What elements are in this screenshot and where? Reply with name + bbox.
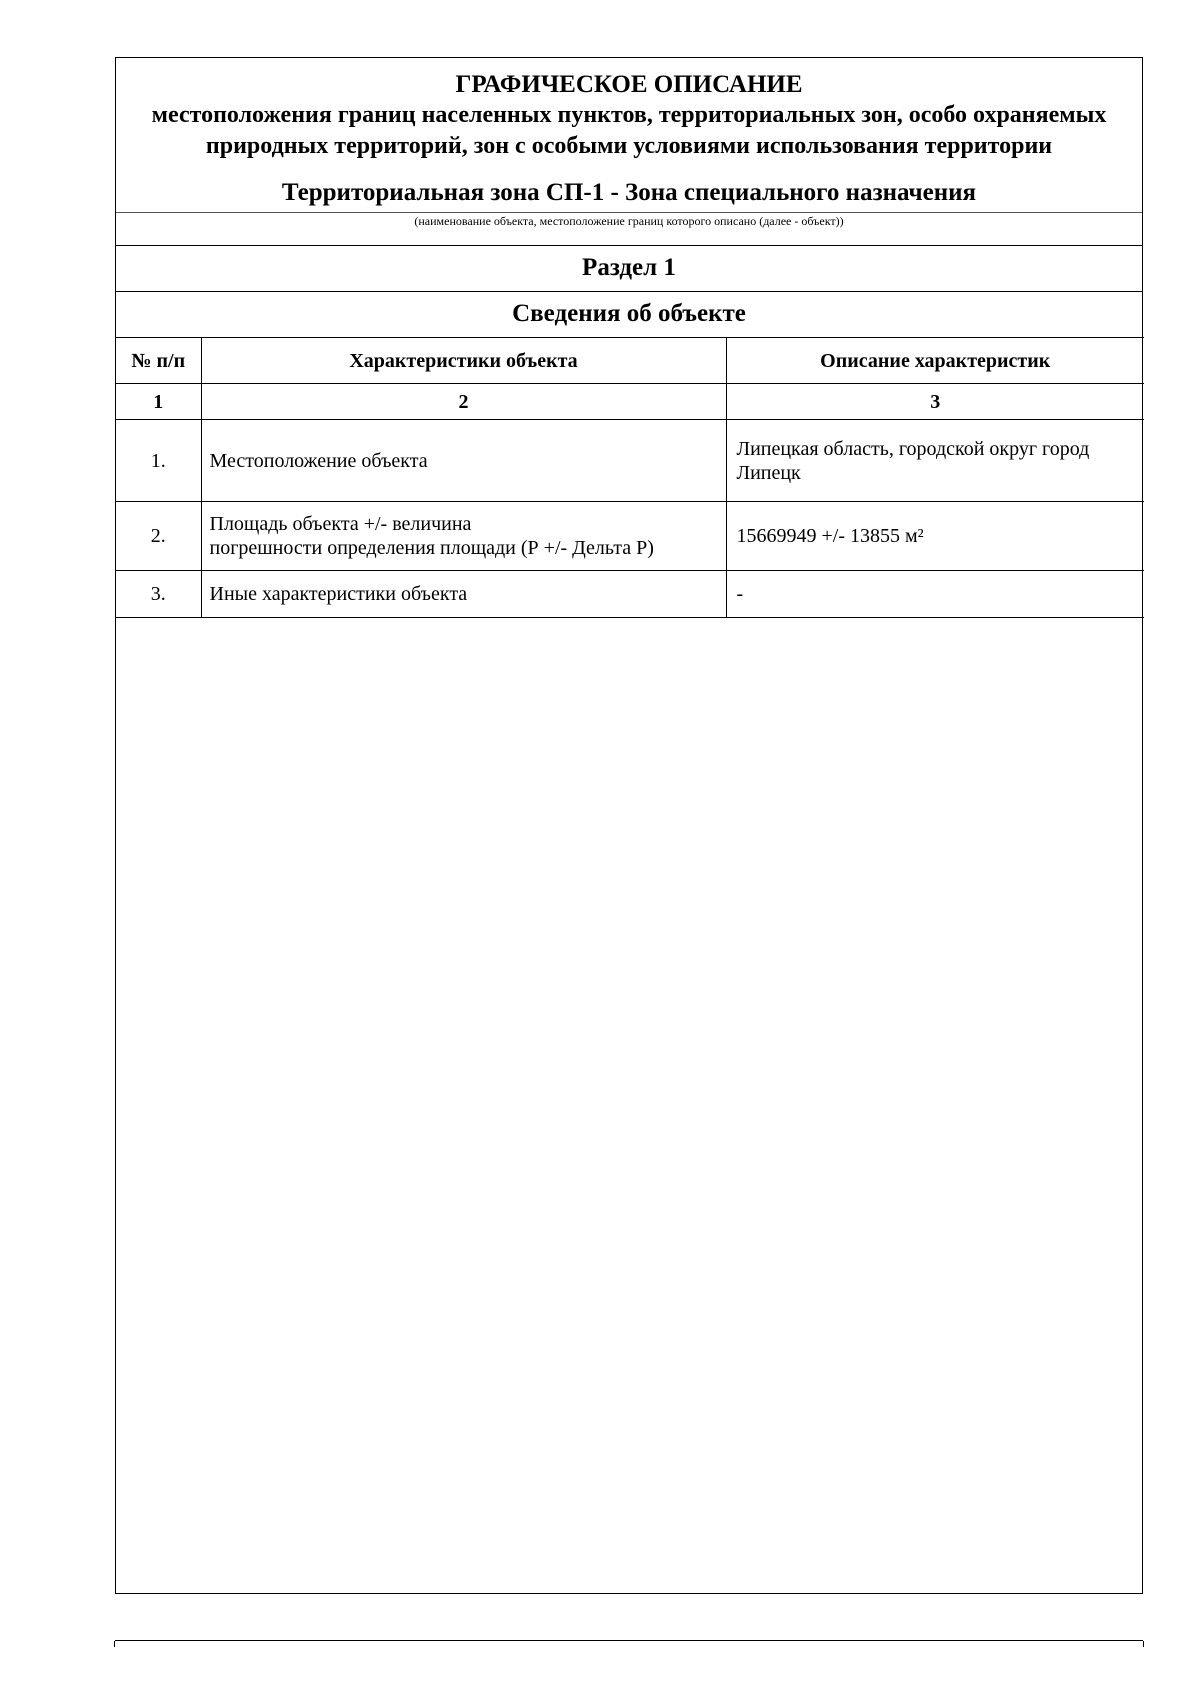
table-row bbox=[116, 420, 1144, 502]
row-description: 15669949 +/- 13855 м² bbox=[726, 502, 1144, 571]
column-number-3: 3 bbox=[726, 384, 1144, 420]
zone-name: Территориальная зона СП-1 - Зона специального назначения bbox=[281, 179, 977, 206]
row-number: 2. bbox=[116, 502, 201, 571]
column-header-characteristic: Характеристики объекта bbox=[201, 338, 726, 384]
column-header-description: Описание характеристик bbox=[726, 338, 1144, 384]
row-description: - bbox=[726, 571, 1144, 618]
table-header-row bbox=[116, 338, 1144, 384]
row-characteristic bbox=[201, 502, 726, 571]
column-header-number: № п/п bbox=[116, 338, 201, 384]
row-characteristic: Иные характеристики объекта bbox=[201, 571, 726, 618]
row-characteristic-line: погрешности определения площади (Р +/- Дельта Р) bbox=[209, 537, 654, 559]
object-info-table bbox=[116, 337, 1144, 618]
row-characteristic-line: Площадь объекта +/- величина bbox=[209, 513, 472, 535]
document-subtitle: местоположения границ населенных пунктов, территориальных зон, особо охраняемых природных территорий, зон с особыми условиями использования территории bbox=[151, 102, 1107, 159]
zone-name-note: (наименование объекта, местоположение границ которого описано (далее - объект)) bbox=[116, 212, 1142, 245]
column-number-1: 1 bbox=[116, 384, 201, 420]
document-header bbox=[116, 58, 1142, 212]
document-frame bbox=[115, 57, 1143, 1594]
row-description: Липецкая область, городской округ город Липецк bbox=[726, 420, 1144, 502]
document-title: ГРАФИЧЕСКОЕ ОПИСАНИЕ bbox=[455, 71, 803, 98]
row-characteristic: Местоположение объекта bbox=[201, 420, 726, 502]
section-title: Сведения об объекте bbox=[116, 291, 1142, 337]
column-number-2: 2 bbox=[201, 384, 726, 420]
table-column-numbers-row bbox=[116, 384, 1144, 420]
row-number: 3. bbox=[116, 571, 201, 618]
next-page-border bbox=[115, 1640, 1143, 1641]
row-number: 1. bbox=[116, 420, 201, 502]
table-row bbox=[116, 502, 1144, 571]
section-number: Раздел 1 bbox=[116, 245, 1142, 291]
table-row bbox=[116, 571, 1144, 618]
